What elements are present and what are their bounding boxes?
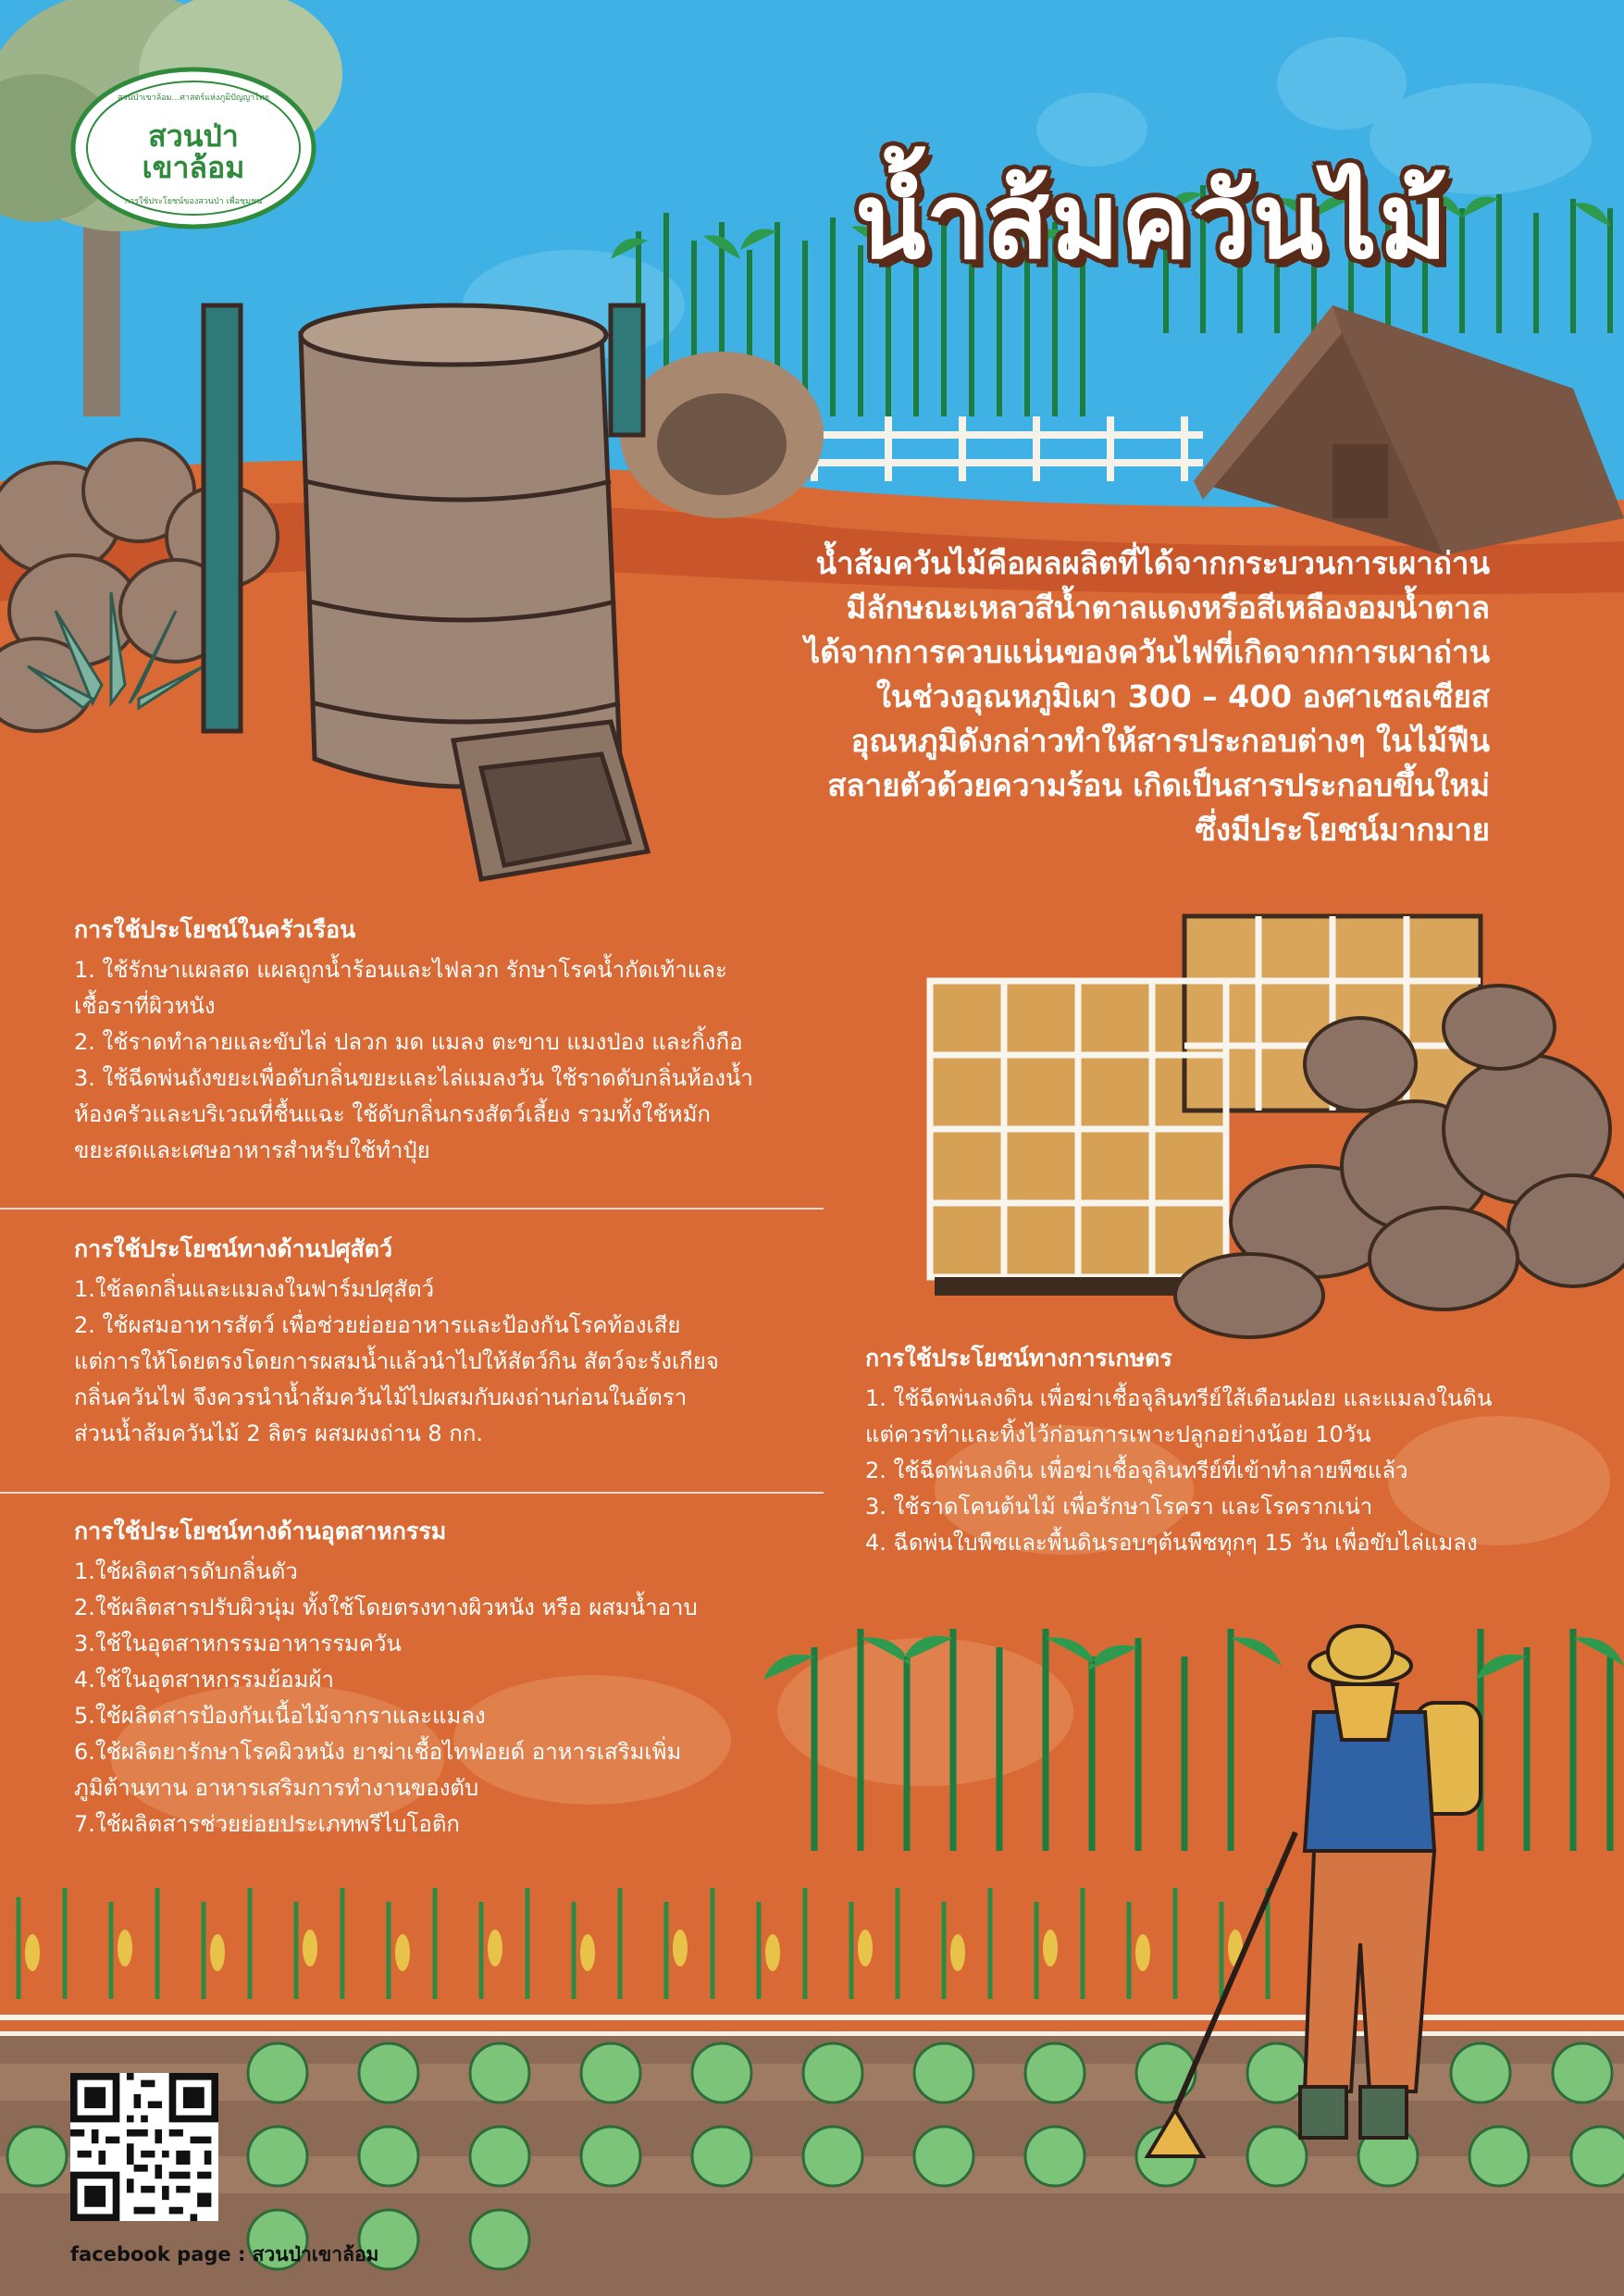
section-industry-line: 4.ใช้ในอุตสาหกรรมย้อมผ้า — [74, 1667, 334, 1693]
intro-line: ซึ่งมีประโยชน์มากมาย — [1195, 812, 1490, 848]
logo-arc-top: สวนป่าเขาล้อม...ศาสตร์แห่งภูมิปัญญาไทย — [118, 93, 269, 103]
section-livestock-line: แต่การให้โดยตรงโดยการผสมน้ำแล้วนำไปให้สัตว์กิน สัตว์จะรังเกียจ — [74, 1348, 719, 1374]
page-title: น้ำส้มควันไม้ — [854, 162, 1450, 282]
section-industry-line: 5.ใช้ผลิตสารป้องกันเนื้อไม้จากราและแมลง — [74, 1703, 486, 1729]
facebook-page-label: facebook page : สวนป่าเขาล้อม — [70, 2243, 379, 2265]
section-industry-heading: การใช้ประโยชน์ทางด้านอุตสาหกรรม — [74, 1518, 447, 1545]
section-agriculture-line: แต่ควรทำและทิ้งไว้ก่อนการเพาะปลูกอย่างน้อย 10วัน — [865, 1421, 1371, 1447]
section-household-heading: การใช้ประโยชน์ในครัวเรือน — [74, 916, 356, 943]
section-livestock — [74, 1231, 719, 1452]
section-household-line: เชื้อราที่ผิวหนัง — [74, 993, 216, 1019]
section-agriculture-line: 3. ใช้ราดโคนต้นไม้ เพื่อรักษาโรครา และโรครากเน่า — [865, 1494, 1373, 1520]
divider — [0, 1208, 824, 1210]
intro-line: มีลักษณะเหลวสีน้ำตาลแดงหรือสีเหลืองอมน้ำตาล — [846, 590, 1490, 626]
section-industry-line: 6.ใช้ผลิตยารักษาโรคผิวหนัง ยาฆ่าเชื้อไทฟอยด์ อาหารเสริมเพิ่ม — [74, 1739, 682, 1765]
intro-paragraph — [648, 541, 1490, 852]
section-livestock-line: กลิ่นควันไฟ จึงควรนำน้ำส้มควันไม้ไปผสมกับผงถ่านก่อนในอัตรา — [74, 1384, 688, 1410]
qr-code[interactable] — [70, 2073, 218, 2221]
section-livestock-line: 1.ใช้ลดกลิ่นและแมลงในฟาร์มปศุสัตว์ — [74, 1276, 435, 1302]
section-industry — [74, 1513, 698, 1843]
section-livestock-heading: การใช้ประโยชน์ทางด้านปศุสัตว์ — [74, 1235, 392, 1262]
logo-name-line1: สวนป่า — [148, 118, 239, 154]
intro-line: อุณหภูมิดังกล่าวทำให้สารประกอบต่างๆ ในไม้ฟืน — [850, 723, 1490, 759]
section-household-line: ขยะสดและเศษอาหารสำหรับใช้ทำปุ๋ย — [74, 1137, 430, 1163]
section-household-line: ห้องครัวและบริเวณที่ชื้นแฉะ ใช้ดับกลิ่นกรงสัตว์เลี้ยง รวมทั้งใช้หมัก — [74, 1101, 711, 1127]
section-household — [74, 912, 753, 1169]
logo-arc-bottom: การใช้ประโยชน์ของสวนป่า เพื่อชุมชน — [124, 197, 263, 206]
section-household-line: 3. ใช้ฉีดพ่นถังขยะเพื่อดับกลิ่นขยะและไล่แมลงวัน ใช้ราดดับกลิ่นห้องน้ำ — [74, 1065, 753, 1091]
section-agriculture-line: 2. ใช้ฉีดพ่นลงดิน เพื่อฆ่าเชื้อจุลินทรีย์ที่เข้าทำลายพืชแล้ว — [865, 1458, 1408, 1483]
section-industry-line: 3.ใช้ในอุตสาหกรรมอาหารรมควัน — [74, 1631, 402, 1657]
section-livestock-line: ส่วนน้ำส้มควันไม้ 2 ลิตร ผสมผงถ่าน 8 กก. — [74, 1421, 483, 1446]
section-agriculture-line: 1. ใช้ฉีดพ่นลงดิน เพื่อฆ่าเชื้อจุลินทรีย์ใส้เดือนฝอย และแมลงในดิน — [865, 1385, 1493, 1411]
intro-line: น้ำส้มควันไม้คือผลผลิตที่ได้จากกระบวนการเผาถ่าน — [815, 545, 1490, 581]
section-industry-line: ภูมิต้านทาน อาหารเสริมการทำงานของตับ — [74, 1775, 479, 1801]
intro-line: ในช่วงอุณหภูมิเผา 300 – 400 องศาเซลเซียส — [875, 678, 1490, 714]
section-household-line: 2. ใช้ราดทำลายและขับไล่ ปลวก มด แมลง ตะขาบ แมงป่อง และกิ้งกือ — [74, 1029, 743, 1055]
section-industry-line: 2.ใช้ผลิตสารปรับผิวนุ่ม ทั้งใช้โดยตรงทางผิวหนัง หรือ ผสมน้ำอาบ — [74, 1595, 698, 1620]
section-household-line: 1. ใช้รักษาแผลสด แผลถูกน้ำร้อนและไฟลวก รักษาโรคน้ำกัดเท้าและ — [74, 957, 727, 983]
logo — [68, 65, 318, 231]
intro-line: สลายตัวด้วยความร้อน เกิดเป็นสารประกอบขึ้นใหม่ — [827, 767, 1490, 803]
section-agriculture-heading: การใช้ประโยชน์ทางการเกษตร — [865, 1345, 1172, 1371]
logo-name-line2: เขาล้อม — [142, 150, 245, 185]
section-industry-line: 1.ใช้ผลิตสารดับกลิ่นตัว — [74, 1558, 298, 1584]
divider — [0, 1492, 824, 1494]
section-agriculture-line: 4. ฉีดพ่นใบพืชและพื้นดินรอบๆต้นพืชทุกๆ 15 วัน เพื่อขับไล่แมลง — [865, 1530, 1478, 1556]
intro-line: ได้จากการควบแน่นของควันไฟที่เกิดจากการเผาถ่าน — [804, 634, 1490, 670]
section-agriculture — [865, 1340, 1492, 1561]
section-livestock-line: 2. ใช้ผสมอาหารสัตว์ เพื่อช่วยย่อยอาหารและป้องกันโรคท้องเสีย — [74, 1312, 681, 1338]
section-industry-line: 7.ใช้ผลิตสารช่วยย่อยประเภทพรีไบโอติก — [74, 1811, 460, 1837]
